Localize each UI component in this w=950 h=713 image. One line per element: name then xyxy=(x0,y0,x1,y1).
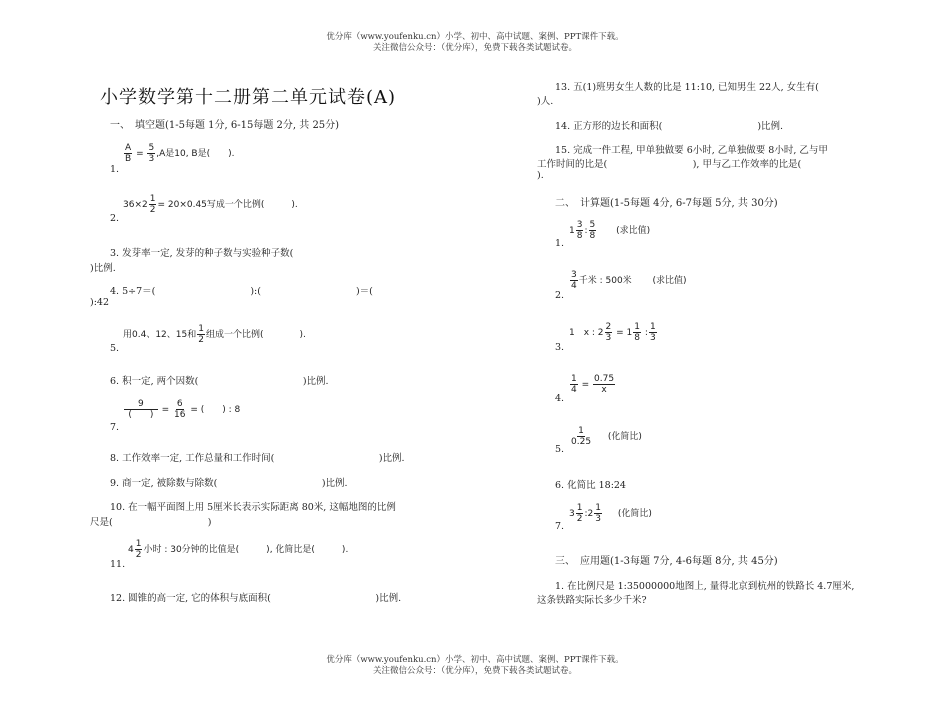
calc-3-number: 3. xyxy=(555,342,565,353)
header-line-2: 关注微信公众号：（优分库），免费下载各类试题试卷。 xyxy=(372,43,577,53)
question-15-line-2: 工作时间的比是( ), 甲与乙工作效率的比是( xyxy=(537,159,802,170)
question-10-line-1: 10. 在一幅平面图上用 5厘米长表示实际距离 80米, 这幅地图的比例 xyxy=(110,502,396,513)
question-2-number: 2. xyxy=(110,213,120,224)
calc-7-number: 7. xyxy=(555,521,565,532)
question-6: 6. 积一定, 两个因数( )比例. xyxy=(110,376,329,387)
question-5: 用0.4、12、15和 $\frac{1}{2}$ 组成一个比例( ). xyxy=(123,324,306,345)
question-9: 9. 商一定, 被除数与除数( )比例. xyxy=(110,478,348,489)
calc-1-number: 1. xyxy=(555,238,565,249)
question-2: 36×2 $\frac{1}{2}$ = 20×0.45写成一个比例( ). xyxy=(123,194,298,215)
question-1-number: 1. xyxy=(110,164,120,175)
calc-5-note: (化简比) xyxy=(607,432,642,442)
question-8: 8. 工作效率一定, 工作总量和工作时间( )比例. xyxy=(110,453,405,464)
question-5-number: 5. xyxy=(110,343,120,354)
question-13-line-2: )人. xyxy=(537,96,554,107)
question-3-line-1: 3. 发芽率一定, 发芽的种子数与实验种子数( xyxy=(110,248,294,259)
question-4-line-2: ):42 xyxy=(90,297,109,308)
calc-7-note: (化简比) xyxy=(617,509,652,519)
section-1-heading: 一、 填空题(1-5每题 1分, 6-15每题 2分, 共 25分) xyxy=(110,120,340,131)
calc-4: $\frac{1}{4}$ = $\frac{0.75}{x}$ xyxy=(571,374,615,395)
calc-2-note: (求比值) xyxy=(652,276,687,286)
page-header xyxy=(0,32,950,54)
footer-line-2: 关注微信公众号：（优分库），免费下载各类试题试卷。 xyxy=(372,666,577,676)
question-7: $\frac{9}{( )}$ = $\frac{6}{16}$ = ( ) : 8 xyxy=(123,399,240,420)
footer-line-1: 优分库（www.youfenku.cn）小学、初中、高中试题、案例、PPT课件下载。 xyxy=(326,655,624,665)
question-14: 14. 正方形的边长和面积( )比例. xyxy=(555,121,784,132)
calc-7: 3 $\frac{1}{2}$ :2 $\frac{1}{3}$ (化简比) xyxy=(569,503,652,524)
fraction-5-over-3: $\frac{5}{3}$ xyxy=(148,143,155,164)
question-4-line-1: 4. 5÷7＝( ):( )＝( xyxy=(110,286,373,297)
question-3-line-2: )比例. xyxy=(90,263,116,274)
calc-3: 1 x : 2 $\frac{2}{3}$ = 1 $\frac{1}{8}$ : $\frac{1}{3}$ xyxy=(569,322,656,343)
section-3-heading: 三、 应用题(1-3每题 7分, 4-6每题 8分, 共 45分) xyxy=(555,556,778,567)
question-15-line-1: 15. 完成一件工程, 甲单独做要 6小时, 乙单独做要 8小时, 乙与甲 xyxy=(555,145,828,156)
question-11-number: 11. xyxy=(110,559,126,570)
calc-2: $\frac{3}{4}$ 千米 : 500米 (求比值) xyxy=(571,270,687,291)
calc-5-number: 5. xyxy=(555,444,565,455)
question-7-number: 7. xyxy=(110,422,120,433)
question-10-line-2: 尺是( ) xyxy=(90,517,212,528)
question-11: 4 $\frac{1}{2}$ 小时 : 30分钟的比值是( ), 化简比是( ). xyxy=(128,539,349,560)
calc-4-number: 4. xyxy=(555,393,565,404)
question-12: 12. 圆锥的高一定, 它的体积与底面积( )比例. xyxy=(110,593,402,604)
exam-title: 小学数学第十二册第二单元试卷(A) xyxy=(100,87,397,108)
calc-1-note: (求比值) xyxy=(616,226,651,236)
fraction-a-over-b: $\frac{A}{B}$ xyxy=(125,143,132,164)
question-15-line-3: ). xyxy=(537,170,544,181)
application-1-line-2: 这条铁路实际长多少千米? xyxy=(537,595,647,606)
question-1: $\frac{A}{B}$ = $\frac{5}{3}$ ,A是10, B是( ). xyxy=(125,143,235,164)
application-1-line-1: 1. 在比例尺是 1:35000000地图上, 量得北京到杭州的铁路长 4.7厘米, xyxy=(555,581,855,592)
header-line-1: 优分库（www.youfenku.cn）小学、初中、高中试题、案例、PPT课件下载。 xyxy=(326,32,624,42)
calc-6: 6. 化简比 18:24 xyxy=(555,480,626,491)
calc-1: 1 $\frac{3}{8}$ : $\frac{5}{8}$ (求比值) xyxy=(569,220,651,241)
calc-5: $\frac{1}{0.25}$ (化简比) xyxy=(571,426,642,447)
question-13-line-1: 13. 五(1)班男女生人数的比是 11:10, 已知男生 22人, 女生有( xyxy=(555,82,819,93)
page-footer xyxy=(0,655,950,677)
calc-2-number: 2. xyxy=(555,290,565,301)
section-2-heading: 二、 计算题(1-5每题 4分, 6-7每题 5分, 共 30分) xyxy=(555,198,778,209)
